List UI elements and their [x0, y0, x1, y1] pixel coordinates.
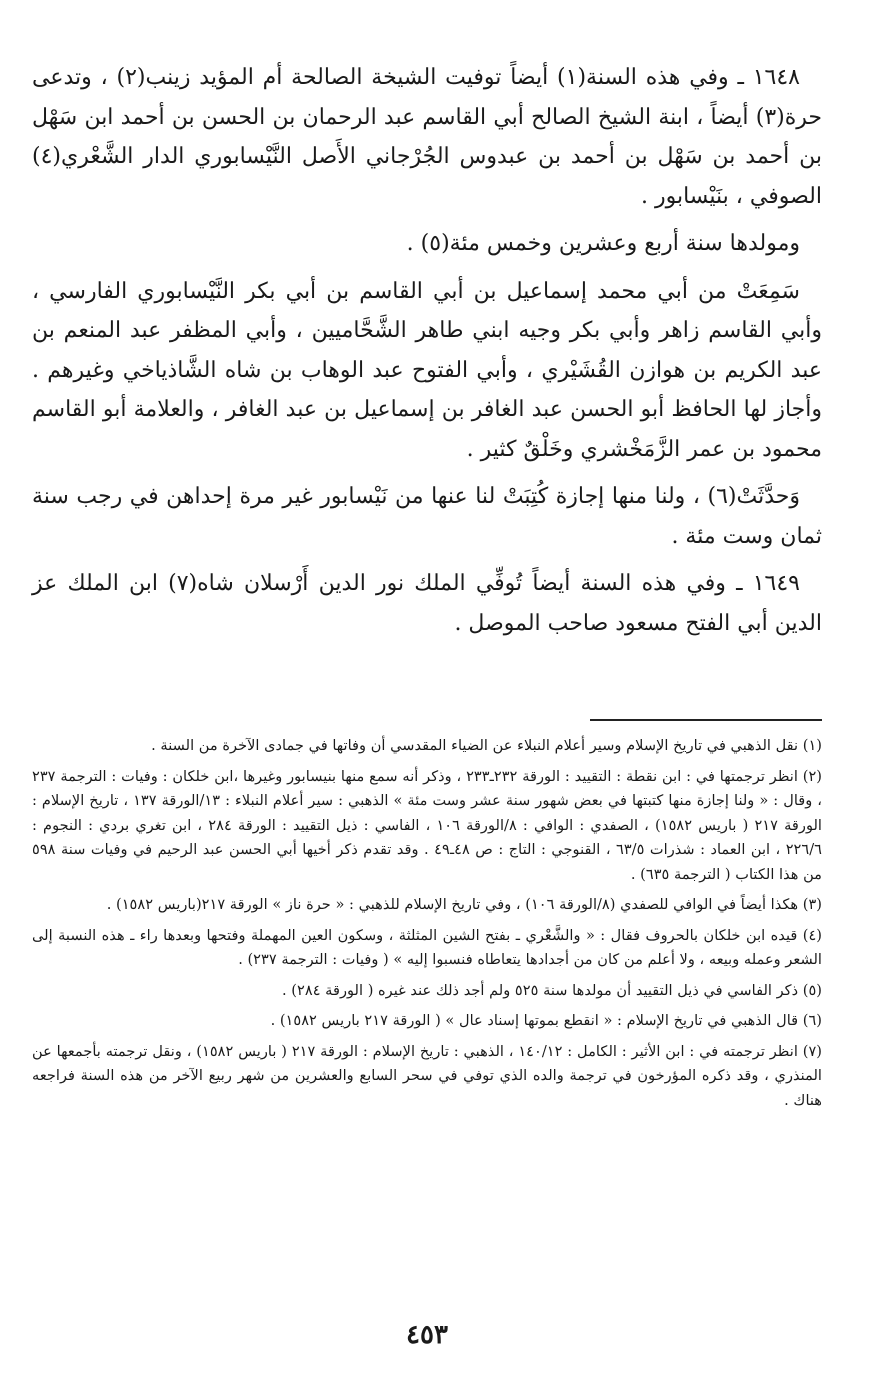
main-text [32, 58, 822, 643]
entry-1648-paragraph: ١٦٤٨ ـ وفي هذه السنة(١) أيضاً توفيت الشيخة الصالحة أم المؤيد زينب(٢) ، وتدعى حرة(٣) أيضاً ، ابنة الشيخ الصالح أبي القاسم عبد الرحمان بن الحسن بن أحمد ابن سَهْل بن أحمد بن سَهْل بن أحمد بن عبدوس الجُرْجاني الأَصل النَّيْسابوري الدار الشَّعْري(٤) الصوفي ، بنَيْسابور . [32, 65, 822, 209]
birth-paragraph: ومولدها سنة أربع وعشرين وخمس مئة(٥) . [406, 231, 800, 256]
footnote-7: (٧) انظر ترجمته في : ابن الأثير : الكامل : ١٤٠/١٢ ، الذهبي : تاريخ الإسلام : الورقة ٢١٧ ( باريس ١٥٨٢) ، ونقل ترجمته بأجمعها عن المنذري ، وقد ذكره المؤرخون في ترجمة والده الذي توفي في سحر السابع والعشرين من شهر ربيع الآخر من هذه السنة فراجعه هناك . [32, 1042, 822, 1109]
page-number: ٤٥٣ [406, 1320, 448, 1350]
footnote-separator [590, 719, 822, 721]
footnotes [32, 734, 822, 1119]
teachers-paragraph: سَمِعَتْ من أبي محمد إسماعيل بن أبي القاسم بن أبي بكر النَّيْسابوري الفارسي ، وأبي القاسم زاهر وأبي بكر وجيه ابني طاهر الشَّحَّاميين ، وأبي المظفر عبد المنعم بن عبد الكريم بن هوازن القُشَيْري ، وأبي الفتوح عبد الوهاب بن شاه الشَّاذياخي وغيرهم . وأجاز لها الحافظ أبو الحسن عبد الغافر بن إسماعيل بن عبد الغافر ، والعلامة أبو القاسم محمود بن عمر الزَّمَخْشري وخَلْقٌ كثير . [32, 278, 822, 462]
entry-1649-paragraph: ١٦٤٩ ـ وفي هذه السنة أيضاً تُوفِّي الملك نور الدين أَرْسلان شاه(٧) ابن الملك عز الدين أبي الفتح مسعود صاحب الموصل . [32, 571, 822, 636]
footnote-2: (٢) انظر ترجمتها في : ابن نقطة : التقييد : الورقة ٢٣٢ـ٢٣٣ ، وذكر أنه سمع منها بنيسابور وغيرها ،ابن خلكان : وفيات : الترجمة ٢٣٧ ، وقال : « ولنا إجازة منها كتبتها في بعض شهور سنة عشر وست مئة » الذهبي : سير أعلام النبلاء : ١٣/الورقة ١٣٧ ، تاريخ الإسلام : الورقة ٢١٧ ( باريس ١٥٨٢) ، الصفدي : الوافي : ٨/الورقة ١٠٦ ، الفاسي : ذيل التقييد : الورقة ٢٨٤ ، ابن تغري بردي : النجوم : ٢٢٦/٦ ، ابن العماد : شذرات ٦٣/٥ ، القنوجي : التاج : ص ٤٨ـ٤٩ . وقد تقدم ذكر أخيها أبي الحسن عبد الرحيم في وفيات سنة ٥٩٨ من هذا الكتاب ( الترجمة ٦٣٥) . [32, 767, 823, 883]
footnote-3: (٣) هكذا أيضاً في الوافي للصفدي (٨/الورقة ١٠٦) ، وفي تاريخ الإسلام للذهبي : « حرة ناز » الورقة ٢١٧(باريس ١٥٨٢) . [106, 896, 822, 913]
footnote-1: (١) نقل الذهبي في تاريخ الإسلام وسير أعلام النبلاء عن الضياء المقدسي أن وفاتها في جمادى الآخرة من السنة . [151, 737, 822, 754]
footnote-6: (٦) قال الذهبي في تاريخ الإسلام : « انقطع بموتها إسناد عال » ( الورقة ٢١٧ باريس ١٥٨٢) . [270, 1012, 822, 1029]
footnote-4: (٤) قيده ابن خلكان بالحروف فقال : « والشَّعْري ـ بفتح الشين المثلثة ، وسكون العين المهملة وفتحها وبعدها راء ـ هذه النسبة إلى الشعر وعمله وبيعه ، ولا أعلم من كان من أجدادها يتعاطاه فنسبوا إليه » ( وفيات : الترجمة ٢٣٧) . [32, 926, 822, 968]
narration-paragraph: وَحدَّثَتْ(٦) ، ولنا منها إجازة كُتِبَتْ لنا عنها من نَيْسابور غير مرة إحداهن في رجب سنة ثمان وست مئة . [32, 484, 822, 549]
footnote-5: (٥) ذكر الفاسي في ذيل التقييد أن مولدها سنة ٥٢٥ ولم أجد ذلك عند غيره ( الورقة ٢٨٤) . [282, 981, 822, 999]
book-page [32, 58, 822, 1378]
